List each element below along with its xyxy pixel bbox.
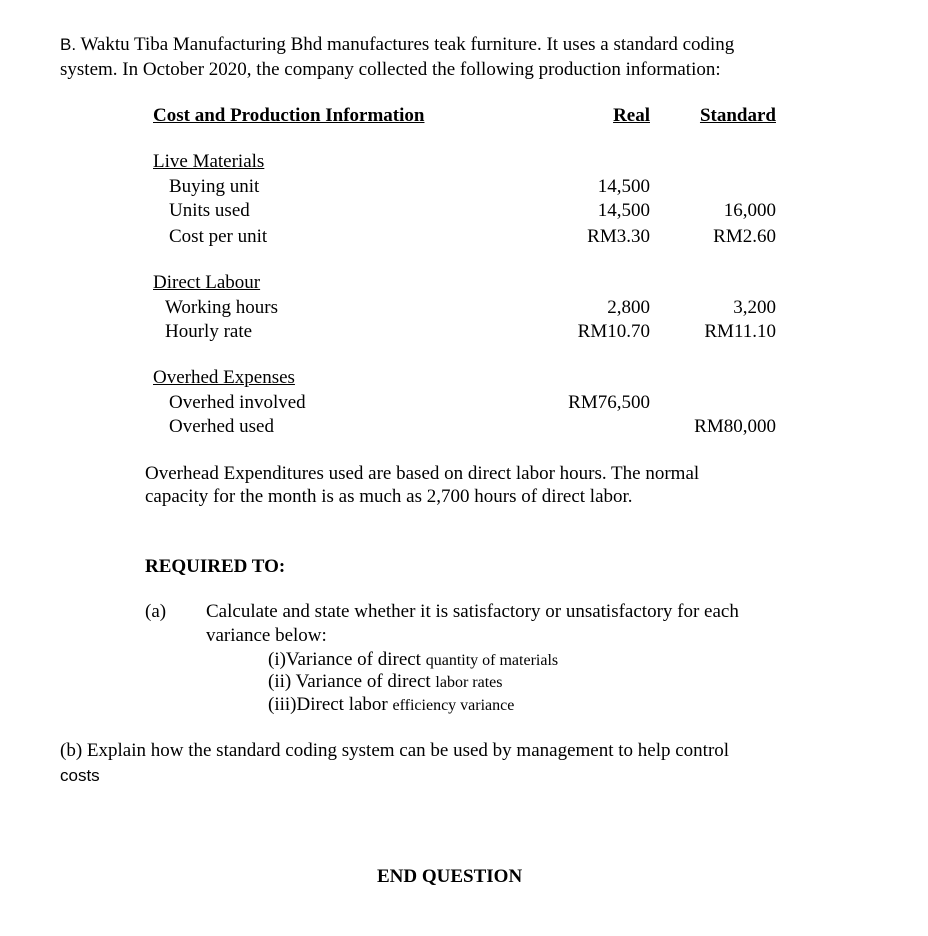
required-heading: REQUIRED TO: xyxy=(145,556,286,577)
note-line-1: Overhead Expenditures used are based on direct labor hours. The normal xyxy=(145,463,700,484)
intro-question-letter: B. xyxy=(60,35,77,54)
variance-item-main: (iii)Direct labor xyxy=(268,694,388,715)
row-real: 2,800 xyxy=(607,297,650,318)
row-label: Working hours xyxy=(165,297,278,318)
row-standard: 3,200 xyxy=(733,297,776,318)
row-label: Overhed used xyxy=(169,416,274,437)
row-real: 14,500 xyxy=(597,200,650,221)
variance-item-main: (i)Variance of direct xyxy=(268,649,421,670)
intro-text-1: Waktu Tiba Manufacturing Bhd manufactures teak furniture. It uses a standard coding xyxy=(80,34,735,55)
part-b-line-2: costs xyxy=(60,766,100,785)
header-standard: Standard xyxy=(699,105,776,126)
row-real: RM10.70 xyxy=(577,321,650,342)
intro-line-1 xyxy=(60,33,734,57)
note-line-2: capacity for the month is as much as 2,700 hours of direct labor. xyxy=(145,486,633,507)
row-real: 14,500 xyxy=(597,176,650,197)
row-real: RM3.30 xyxy=(587,226,650,247)
part-a-line-1: Calculate and state whether it is satisfactory or unsatisfactory for each xyxy=(206,601,739,622)
variance-item xyxy=(268,693,514,718)
variance-item-detail: quantity of materials xyxy=(425,652,559,669)
variance-item xyxy=(268,670,502,695)
row-label: Buying unit xyxy=(169,176,260,197)
header-real: Real xyxy=(613,105,650,126)
end-question-label: END QUESTION xyxy=(377,866,523,887)
variance-item-main: (ii) Variance of direct xyxy=(268,671,431,692)
row-label: Units used xyxy=(169,200,250,221)
section-title-materials: Live Materials xyxy=(153,151,265,172)
variance-item-detail: efficiency variance xyxy=(392,697,515,714)
row-standard: RM2.60 xyxy=(713,226,776,247)
part-a-line-2: variance below: xyxy=(206,625,327,646)
part-a-label: (a) xyxy=(145,601,167,622)
row-label: Hourly rate xyxy=(165,321,253,342)
row-real: RM76,500 xyxy=(568,392,650,413)
row-standard: RM11.10 xyxy=(704,321,776,342)
row-label: Cost per unit xyxy=(169,226,268,247)
row-standard: 16,000 xyxy=(723,200,776,221)
header-info: Cost and Production Information xyxy=(153,105,425,126)
part-b-line-1: (b) Explain how the standard coding system can be used by management to help control xyxy=(60,740,730,761)
variance-item-detail: labor rates xyxy=(435,674,503,691)
intro-line-2: system. In October 2020, the company collected the following production information: xyxy=(60,59,721,80)
row-label: Overhed involved xyxy=(169,392,306,413)
row-standard: RM80,000 xyxy=(694,416,776,437)
section-title-overhead: Overhed Expenses xyxy=(153,367,295,388)
section-title-labour: Direct Labour xyxy=(153,272,261,293)
